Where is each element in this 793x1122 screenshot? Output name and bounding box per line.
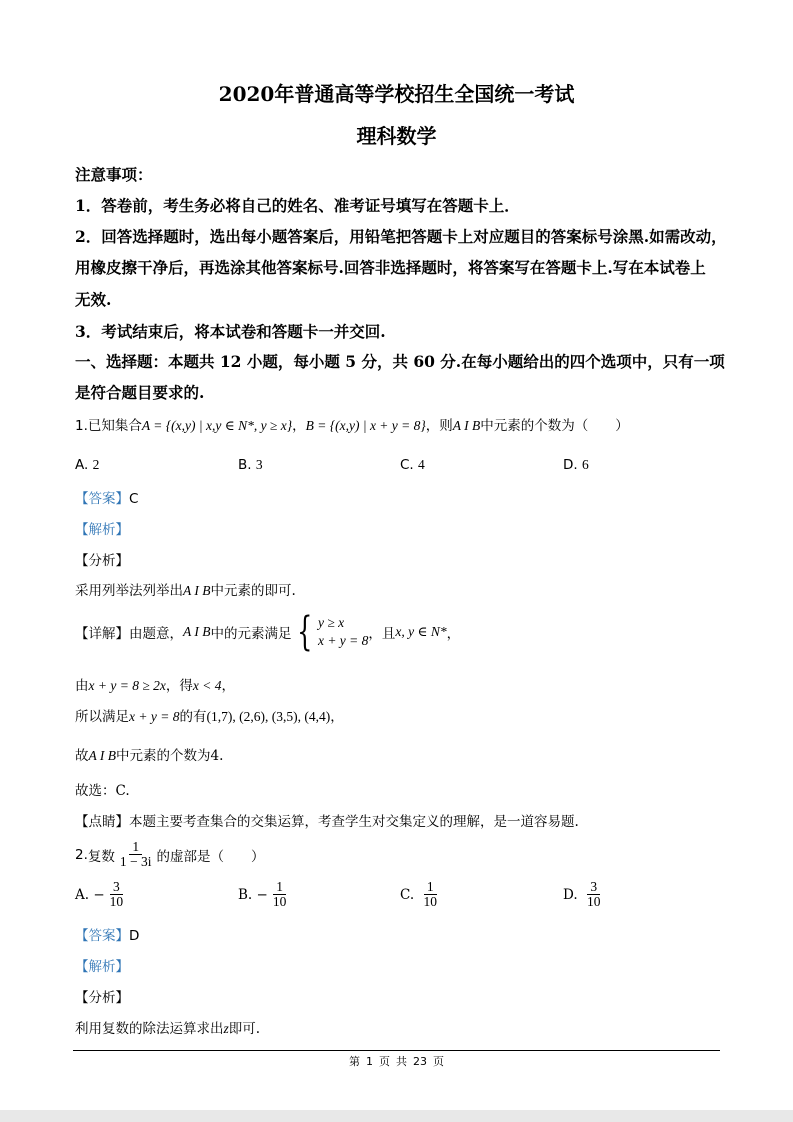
step-1 (75, 674, 235, 694)
option-value: 2 (92, 457, 100, 472)
option-b (238, 880, 291, 909)
text: ， (330, 709, 344, 725)
notice-item-2-line-1: 2．回答选择题时，选出每小题答案后，用铅笔把答题卡上对应题目的答案标号涂黑.如需改动， (75, 227, 727, 246)
option-c (400, 457, 425, 473)
section-heading-line-2: 是符合题目要求的. (75, 383, 205, 402)
analysis-tag: 【解析】 (75, 959, 129, 975)
option-label: C. (400, 457, 414, 473)
fraction-denominator: 10 (586, 894, 601, 910)
answer-value: D (129, 928, 140, 944)
text: ，得 (165, 678, 193, 694)
comment-text: 本题主要考查集合的交集运算，考查学生对交集定义的理解，是一道容易题. (129, 814, 579, 830)
footer-divider (73, 1050, 720, 1051)
intersection-expression: A I B (88, 748, 116, 763)
option-fraction (270, 880, 290, 909)
notice-item-1: 1．答卷前，考生务必将自己的姓名、准考证号填写在答题卡上． (75, 196, 520, 215)
answer-tag: 【答案】 (75, 928, 129, 944)
text: 中元素的即可. (210, 583, 296, 599)
intersection-expression: A I B (452, 418, 481, 433)
text: ，且 (368, 626, 396, 642)
left-brace: { (296, 609, 312, 655)
answer-line (75, 487, 138, 507)
option-value: 3 (255, 457, 263, 472)
fraction-denominator: 10 (272, 894, 287, 910)
total-pages: 23 (413, 1055, 427, 1068)
system-line-2: x + y = 8 (317, 633, 369, 648)
option-a (75, 880, 128, 909)
option-label: A. (75, 457, 89, 473)
footer-text: 共 (396, 1055, 407, 1068)
step-3 (75, 744, 223, 764)
comment-tag: 【点睛】 (75, 814, 129, 830)
option-sign: − (93, 886, 105, 903)
fraction-numerator: 1 (424, 880, 437, 895)
option-label: B. (238, 886, 253, 903)
answer-tag: 【答案】 (75, 491, 129, 507)
fenxi-tag: 【分析】 (75, 553, 129, 569)
question-1-stem (75, 414, 629, 434)
equation-system (292, 609, 369, 655)
question-text: ，则 (425, 418, 453, 434)
set-a-expression: A = {(x,y) | x,y ∈ N*, y ≥ x} (141, 418, 293, 433)
text: 的有 (179, 709, 207, 725)
footer-text: 第 (349, 1055, 360, 1068)
choose-line: 故选：C. (75, 783, 130, 799)
option-d (563, 457, 589, 473)
page-subtitle: 理科数学 (356, 124, 437, 148)
set-b-expression: B = {(x,y) | x + y = 8} (305, 418, 426, 433)
question-2-stem (75, 840, 265, 869)
text: 所以满足 (75, 709, 129, 725)
option-fraction (420, 880, 440, 909)
option-fraction (584, 880, 604, 909)
option-label: D. (563, 457, 578, 473)
page-footer (0, 1053, 793, 1069)
fraction-numerator: 3 (587, 880, 600, 895)
option-c (400, 880, 442, 909)
notice-item-2-line-3: 无效. (75, 290, 112, 309)
page-bottom-edge (0, 1110, 793, 1122)
footer-text: 页 (433, 1055, 444, 1068)
text: 即可. (228, 1021, 261, 1037)
math-expression: x + y = 8 ≥ 2x (88, 678, 166, 693)
intersection-expression: A I B (183, 624, 211, 639)
text: 故 (75, 748, 89, 764)
fraction-denominator: 1 − 3i (119, 854, 152, 870)
fenxi-text (75, 579, 296, 599)
page-title: 2020年普通高等学校招生全国统一考试 (218, 82, 575, 106)
variable: z (223, 1021, 229, 1036)
option-fraction (107, 880, 127, 909)
math-expression: x < 4 (192, 678, 222, 693)
fraction-numerator: 3 (110, 880, 123, 895)
question-number: 2. (75, 846, 88, 863)
analysis-tag: 【解析】 (75, 522, 129, 538)
footer-text: 页 (379, 1055, 390, 1068)
notice-heading: 注意事项： (75, 165, 153, 184)
option-d (563, 880, 605, 909)
question-text: 中元素的个数为（ ） (480, 418, 629, 434)
fraction-numerator: 1 (273, 880, 286, 895)
complex-fraction (117, 840, 155, 869)
notice-item-2-line-2: 用橡皮擦干净后，再选涂其他答案标号.回答非选择题时，将答案写在答题卡上.写在本试卷上 (75, 258, 706, 277)
comment-line (75, 810, 579, 830)
text: 利用复数的除法运算求出 (75, 1021, 224, 1037)
question-text: 复数 (87, 848, 115, 865)
answer-line (75, 924, 139, 944)
question-text: 的虚部是（ ） (156, 848, 265, 865)
detail-line (75, 609, 461, 655)
step-2 (75, 705, 344, 725)
text: ， (221, 678, 235, 694)
fraction-numerator: 1 (129, 840, 142, 855)
text: 由题意， (129, 626, 183, 642)
question-text: 已知集合 (87, 418, 142, 434)
page-number: 1 (366, 1055, 373, 1068)
text: 中的元素满足 (210, 626, 292, 642)
text: 中元素的个数为4. (116, 748, 224, 764)
text: 由 (75, 678, 89, 694)
intersection-expression: A I B (183, 583, 211, 598)
option-sign: − (256, 886, 268, 903)
text: 采用列举法列举出 (75, 583, 183, 599)
question-number: 1. (75, 418, 88, 434)
option-label: A. (75, 886, 90, 903)
option-value: 6 (581, 457, 589, 472)
option-label: D. (563, 886, 578, 903)
option-value: 4 (418, 457, 425, 472)
option-b (238, 457, 263, 473)
fenxi-tag: 【分析】 (75, 990, 129, 1006)
detail-tag: 【详解】 (75, 626, 129, 642)
text: ， (446, 626, 461, 642)
condition-expression: x, y ∈ N* (395, 624, 447, 639)
section-heading-line-1: 一、选择题：本题共 12 小题，每小题 5 分，共 60 分.在每小题给出的四个选项中，只有一项 (75, 352, 725, 371)
notice-item-3: 3．考试结束后，将本试卷和答题卡一并交回. (75, 322, 386, 341)
answer-value: C (129, 491, 139, 507)
fenxi-text (75, 1017, 260, 1037)
fraction-denominator: 10 (109, 894, 124, 910)
math-expression: x + y = 8 (129, 709, 180, 724)
option-label: B. (238, 457, 252, 473)
system-line-1: y ≥ x (317, 614, 345, 630)
option-label: C. (400, 886, 415, 903)
option-a (75, 457, 99, 473)
separator: ， (292, 418, 306, 434)
math-expression: (1,7), (2,6), (3,5), (4,4) (206, 709, 331, 724)
fraction-denominator: 10 (423, 894, 437, 910)
